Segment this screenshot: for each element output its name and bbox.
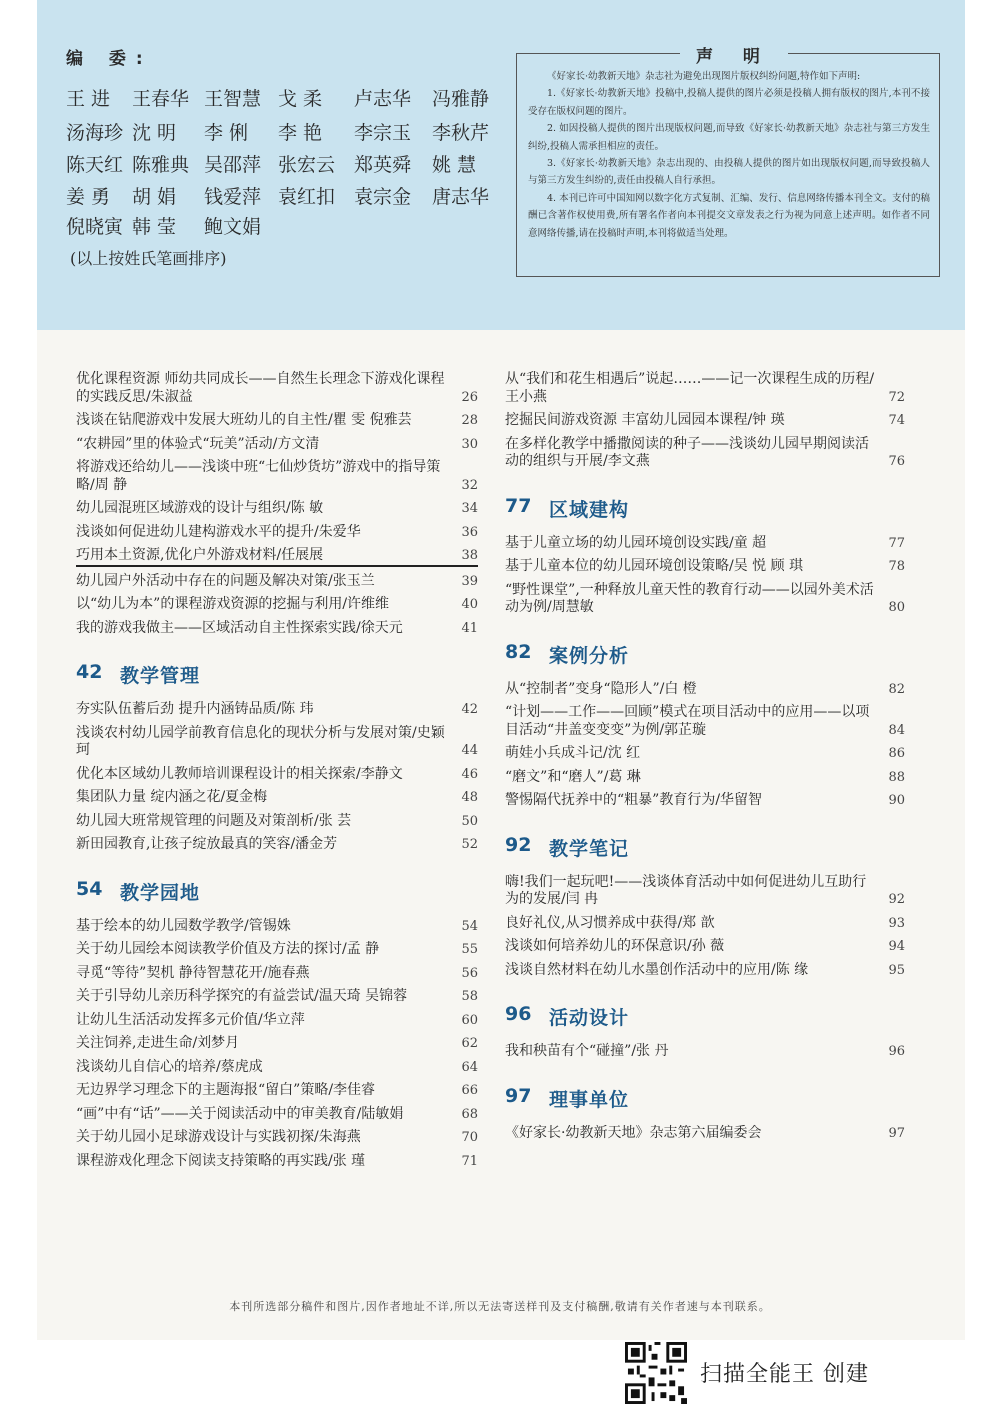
editor-name: 陈雅典 <box>132 154 190 176</box>
toc-entry-page: 52 <box>461 837 478 852</box>
toc-entry[interactable] <box>505 962 905 980</box>
editor-name: 鲍文娟 <box>204 216 262 238</box>
section-number: 82 <box>505 640 532 663</box>
toc-entry-title: 在多样化教学中播撒阅读的种子——浅谈幼儿园早期阅读活动的组织与开展/李文燕 <box>505 435 869 469</box>
toc-entry-title: 寻觅“等待”契机 静待智慧花开/施春燕 <box>76 964 310 981</box>
toc-entry[interactable] <box>76 701 478 719</box>
toc-entry-title: 我和秧苗有个“碰撞”/张 丹 <box>505 1043 669 1059</box>
toc-entry-title: 将游戏还给幼儿——浅谈中班“七仙炒货坊”游戏中的指导策略/周 静 <box>76 459 441 493</box>
toc-entry-page: 84 <box>888 722 905 738</box>
toc-entry-page: 55 <box>461 942 478 957</box>
toc-entry-page: 88 <box>888 769 905 785</box>
toc-entry-title: 课程游戏化理念下阅读支持策略的再实践/张 瑾 <box>76 1152 366 1169</box>
toc-entry[interactable] <box>76 1059 478 1077</box>
toc-entry-title: 嗨!我们一起玩吧!——浅谈体育活动中如何促进幼儿互助行为的发展/闫 冉 <box>505 873 867 907</box>
toc-entry[interactable] <box>76 436 478 454</box>
editor-name: 袁红扣 <box>278 186 336 208</box>
editor-name: 吴邵萍 <box>204 154 262 176</box>
toc-entry-page: 39 <box>461 573 478 589</box>
toc-entry-page: 68 <box>461 1106 478 1122</box>
section-number: 97 <box>505 1084 532 1107</box>
section-title: 区域建构 <box>549 498 630 521</box>
editors-note: (以上按姓氏笔画排序) <box>70 249 227 268</box>
toc-entry[interactable] <box>76 371 478 406</box>
section-header <box>505 1071 905 1119</box>
editor-name: 钱爱萍 <box>204 186 262 208</box>
toc-entry-title: 幼儿园混班区域游戏的设计与组织/陈 敏 <box>76 500 324 516</box>
toc-entry-page: 76 <box>888 454 905 469</box>
toc-entry-title: “农耕园”里的体验式“玩美”活动/方文清 <box>76 435 320 452</box>
toc-entry-page: 38 <box>461 548 478 563</box>
toc-entry-page: 42 <box>461 702 478 717</box>
toc-entry-page: 93 <box>888 915 905 931</box>
toc-entry-title: 巧用本土资源,优化户外游戏材料/任展展 <box>76 547 324 563</box>
toc-entry-page: 72 <box>888 389 905 405</box>
toc-entry[interactable] <box>76 988 478 1006</box>
toc-entry-page: 62 <box>461 1036 478 1051</box>
toc-entry[interactable] <box>76 836 478 854</box>
toc-entry[interactable] <box>505 938 905 956</box>
toc-entry[interactable] <box>76 789 478 807</box>
scanner-watermark: 扫描全能王 创建 <box>700 1362 869 1387</box>
section-title: 教学管理 <box>120 665 201 687</box>
section-title: 理事单位 <box>549 1088 630 1111</box>
toc-entry-page: 30 <box>461 436 478 452</box>
toc-entry[interactable] <box>76 1012 478 1030</box>
toc-entry-page: 34 <box>461 501 478 516</box>
toc-entry-page: 26 <box>461 389 478 405</box>
editor-name: 胡 娟 <box>132 186 177 208</box>
toc-entry[interactable] <box>76 596 478 614</box>
qr-code-icon <box>625 1342 687 1404</box>
toc-entry-title: 关于幼儿园小足球游戏设计与实践初探/朱海燕 <box>76 1129 361 1145</box>
toc-entry[interactable] <box>76 766 478 784</box>
toc-entry-page: 95 <box>888 962 905 978</box>
toc-entry[interactable] <box>505 1125 905 1143</box>
toc-entry-title: 优化本区域幼儿教师培训课程设计的相关探索/李静文 <box>76 765 403 782</box>
toc-entry[interactable] <box>76 524 478 542</box>
editor-name: 李 艳 <box>278 122 323 144</box>
toc-entry-title: 从“控制者”变身“隐形人”/白 橙 <box>505 680 697 697</box>
editor-name: 倪晓寅 <box>66 216 124 238</box>
toc-entry-page: 94 <box>888 939 905 954</box>
toc-entry[interactable] <box>505 681 905 699</box>
toc-entry[interactable] <box>505 915 905 933</box>
toc-right-column <box>505 371 905 1148</box>
editor-name: 姚 慧 <box>432 154 477 176</box>
toc-entry-title: 浅谈如何促进幼儿建构游戏水平的提升/朱爱华 <box>76 523 361 540</box>
toc-entry[interactable] <box>76 725 478 760</box>
toc-entry-page: 40 <box>461 597 478 612</box>
toc-entry-page: 48 <box>461 790 478 805</box>
toc-entry-title: 警惕隔代抚养中的“粗暴”教育行为/华留智 <box>505 792 763 808</box>
editors-label: 编 委: <box>66 49 153 69</box>
toc-entry-title: 浅谈自然材料在幼儿水墨创作活动中的应用/陈 缘 <box>505 961 809 978</box>
toc-entry[interactable] <box>505 874 905 909</box>
toc-entry-page: 78 <box>888 559 905 574</box>
toc-entry-page: 70 <box>461 1130 478 1145</box>
toc-entry-page: 96 <box>888 1044 905 1059</box>
toc-entry-title: 关于幼儿园绘本阅读教学价值及方法的探讨/孟 静 <box>76 941 380 957</box>
toc-entry-title: 关注饲养,走进生命/刘梦月 <box>76 1035 240 1051</box>
toc-entry-title: 《好家长·幼教新天地》杂志第六届编委会 <box>505 1124 762 1141</box>
editor-name: 沈 明 <box>132 122 177 144</box>
toc-entry[interactable] <box>505 792 905 810</box>
toc-entry-page: 82 <box>888 681 905 697</box>
toc-entry-page: 80 <box>888 600 905 615</box>
declaration-body <box>528 68 930 242</box>
toc-entry[interactable] <box>76 459 478 494</box>
toc-entry-page: 86 <box>888 746 905 761</box>
toc-entry[interactable] <box>505 745 905 763</box>
toc-entry-page: 28 <box>461 413 478 428</box>
toc-entry[interactable] <box>76 620 478 638</box>
toc-entry-title: “画”中有“话”——关于阅读活动中的审美教育/陆敏娟 <box>76 1105 404 1122</box>
editor-name: 郑英舜 <box>354 154 412 176</box>
editor-name: 姜 勇 <box>66 186 111 208</box>
toc-entry-page: 56 <box>461 965 478 981</box>
toc-entry[interactable] <box>76 412 478 430</box>
section-number: 54 <box>76 877 103 900</box>
section-header <box>505 989 905 1037</box>
toc-entry-title: 优化课程资源 师幼共同成长——自然生长理念下游戏化课程的实践反思/朱淑益 <box>76 371 445 405</box>
toc-entry[interactable] <box>505 535 905 553</box>
declaration-paragraph: 2. 如因投稿人提供的图片出现版权问题,而导致《好家长·幼教新天地》杂志社与第三方发生纠纷,投稿人需承担相应的责任。 <box>528 123 930 152</box>
toc-entry[interactable] <box>505 371 905 406</box>
section-header <box>505 627 905 675</box>
declaration-title: 声 明 <box>680 42 788 67</box>
toc-entry-title: 基于绘本的幼儿园数学教学/管锡姝 <box>76 917 291 934</box>
editor-name: 张宏云 <box>278 154 336 176</box>
section-header <box>76 864 478 912</box>
editor-name: 卢志华 <box>354 88 412 110</box>
toc-entry[interactable] <box>76 1106 478 1124</box>
toc-entry-page: 46 <box>461 766 478 782</box>
editor-name: 陈天红 <box>66 154 124 176</box>
toc-entry[interactable] <box>76 1129 478 1147</box>
toc-entry-page: 50 <box>461 813 478 829</box>
section-number: 92 <box>505 833 532 856</box>
toc-entry[interactable] <box>76 573 478 591</box>
toc-entry[interactable] <box>76 941 478 959</box>
editor-name: 韩 莹 <box>132 216 177 238</box>
toc-entry-title: 良好礼仪,从习惯养成中获得/郑 歆 <box>505 914 715 931</box>
toc-entry-page: 36 <box>461 524 478 540</box>
toc-entry-title: 无边界学习理念下的主题海报“留白”策略/李佳睿 <box>76 1082 376 1098</box>
toc-entry-title: 浅谈农村幼儿园学前教育信息化的现状分析与发展对策/史颖珂 <box>76 724 445 758</box>
editor-name: 冯雅静 <box>432 88 490 110</box>
editor-name: 李宗玉 <box>354 122 412 144</box>
toc-entry-title: “计划——工作——回顾”模式在项目活动中的应用——以项目活动“井盖变变变”为例/郭芷璇 <box>505 704 870 738</box>
section-header <box>505 481 905 529</box>
toc-entry-title: 我的游戏我做主——区域活动自主性探索实践/徐天元 <box>76 619 403 636</box>
toc-entry-title: 从“我们和花生相遇后”说起……——记一次课程生成的历程/王小燕 <box>505 371 875 405</box>
toc-entry-page: 64 <box>461 1059 478 1075</box>
editor-name: 戈 柔 <box>278 88 323 110</box>
editor-name: 李秋芹 <box>432 122 490 144</box>
declaration-paragraph: 4. 本刊已许可中国知网以数字化方式复制、汇编、发行、信息网络传播本刊全文。支付的稿酬已含著作权使用费,所有署名作者向本刊提交文章发表之行为视为同意上述声明。如作者不同意网络传播,请在投稿时声明,本刊将做适当处理。 <box>528 192 930 239</box>
toc-entry[interactable] <box>505 436 905 471</box>
toc-entry-page: 71 <box>461 1153 478 1169</box>
toc-entry[interactable] <box>76 1035 478 1053</box>
editor-name: 王春华 <box>132 88 190 110</box>
section-header <box>76 647 478 695</box>
toc-entry-title: 萌娃小兵成斗记/沈 红 <box>505 745 641 761</box>
editor-name: 汤海珍 <box>66 122 124 144</box>
toc-entry-page: 74 <box>888 413 905 428</box>
toc-entry[interactable] <box>76 965 478 983</box>
toc-entry-title: 挖掘民间游戏资源 丰富幼儿园园本课程/钟 瑛 <box>505 412 785 428</box>
toc-entry-title: 浅谈在钻爬游戏中发展大班幼儿的自主性/瞿 雯 倪雅芸 <box>76 412 412 428</box>
editor-name: 王智慧 <box>204 88 262 110</box>
editor-name: 李 俐 <box>204 122 249 144</box>
toc-entry[interactable] <box>76 1082 478 1100</box>
section-title: 教学园地 <box>120 881 201 904</box>
editor-name: 袁宗金 <box>354 186 412 208</box>
toc-entry-title: “磨文”和“磨人”/葛 琳 <box>505 768 641 785</box>
section-title: 教学笔记 <box>549 837 630 860</box>
toc-entry[interactable] <box>76 500 478 518</box>
toc-entry-title: 基于儿童立场的幼儿园环境创设实践/童 超 <box>505 534 767 551</box>
toc-entry[interactable] <box>76 1153 478 1171</box>
toc-entry[interactable] <box>505 558 905 576</box>
toc-entry-title: 以“幼儿为本”的课程游戏资源的挖掘与利用/许维维 <box>76 596 390 612</box>
section-header <box>505 820 905 868</box>
toc-entry-page: 58 <box>461 989 478 1004</box>
declaration-paragraph: 《好家长·幼教新天地》杂志社为避免出现图片版权纠纷问题,特作如下声明: <box>547 71 861 82</box>
toc-entry-title: 关于引导幼儿亲历科学探究的有益尝试/温天琦 吴锦蓉 <box>76 988 408 1004</box>
toc-entry[interactable] <box>505 412 905 430</box>
toc-entry-page: 44 <box>461 743 478 758</box>
toc-entry-title: “野性课堂”,一种释放儿童天性的教育行动——以园外美术活动为例/周慧敏 <box>505 581 874 615</box>
declaration-paragraph: 3.《好家长·幼教新天地》杂志出现的、由投稿人提供的图片如出现版权问题,而导致投稿人与第三方发生纠纷的,责任由投稿人自行承担。 <box>528 158 930 187</box>
editor-name: 唐志华 <box>432 186 490 208</box>
toc-left-column <box>76 371 478 1176</box>
toc-entry-title: 让幼儿生活活动发挥多元价值/华立萍 <box>76 1011 305 1028</box>
toc-entry[interactable] <box>505 769 905 787</box>
toc-entry-page: 54 <box>461 918 478 934</box>
toc-entry-page: 77 <box>888 535 905 551</box>
toc-entry-page: 90 <box>888 793 905 808</box>
section-title: 活动设计 <box>549 1007 630 1029</box>
toc-entry-title: 新田园教育,让孩子绽放最真的笑容/潘金芳 <box>76 836 338 852</box>
toc-entry-title: 浅谈幼儿自信心的培养/蔡虎成 <box>76 1058 263 1075</box>
toc-entry-title: 基于儿童本位的幼儿园环境创设策略/吴 悦 顾 琪 <box>505 558 804 574</box>
section-number: 96 <box>505 1003 532 1025</box>
toc-entry-page: 92 <box>888 892 905 907</box>
toc-entry[interactable] <box>505 582 905 617</box>
toc-entry-page: 97 <box>888 1125 905 1141</box>
toc-entry[interactable] <box>76 813 478 831</box>
toc-entry-title: 夯实队伍蓄后劲 提升内涵铸品质/陈 玮 <box>76 701 314 717</box>
toc-entry-page: 66 <box>461 1083 478 1098</box>
toc-entry[interactable] <box>505 704 905 739</box>
toc-entry-page: 41 <box>461 620 478 636</box>
toc-entry[interactable] <box>76 547 478 567</box>
section-number: 42 <box>76 661 103 683</box>
declaration-paragraph: 1.《好家长·幼教新天地》投稿中,投稿人提供的图片必须是投稿人拥有版权的图片,本刊不接受存在版权问题的图片。 <box>528 88 930 117</box>
toc-entry-title: 集团队力量 绽内涵之花/夏金梅 <box>76 789 268 805</box>
toc-entry-title: 幼儿园大班常规管理的问题及对策剖析/张 芸 <box>76 812 352 829</box>
toc-entry-page: 32 <box>461 477 478 493</box>
editor-name: 王 进 <box>66 88 111 110</box>
toc-entry[interactable] <box>76 918 478 936</box>
toc-entry-title: 幼儿园户外活动中存在的问题及解决对策/张玉兰 <box>76 572 375 589</box>
toc-entry-page: 60 <box>461 1012 478 1028</box>
section-number: 77 <box>505 494 532 517</box>
section-title: 案例分析 <box>549 644 630 667</box>
toc-entry-title: 浅谈如何培养幼儿的环保意识/孙 薇 <box>505 938 725 954</box>
footer-note: 本刊所选部分稿件和图片,因作者地址不详,所以无法寄送样刊及支付稿酬,敬请有关作者速与本刊联系。 <box>229 1300 771 1313</box>
toc-entry[interactable] <box>505 1043 905 1061</box>
